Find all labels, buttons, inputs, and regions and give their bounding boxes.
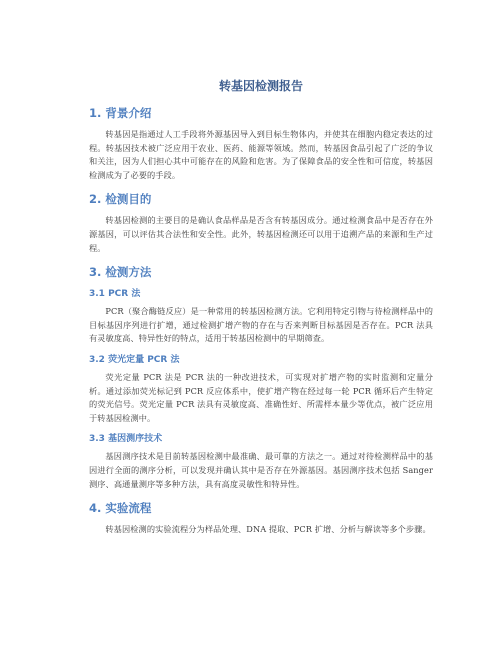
subsection-text-qpcr: 荧光定量 PCR 法是 PCR 法的一种改进技术，可实现对扩增产物的实时监测和定量分析。通过添加荧光标记到 PCR 反应体系中，使扩增产物在经过每一轮 PCR 循环后产生特定的荧光信号。荧光定量 PCR 法具有灵敏度高、准确性好、所需样本量少等优点，被广泛应用于转基因检测中。 xyxy=(89,371,433,423)
subsection-text-sequencing: 基因测序技术是目前转基因检测中最准确、最可靠的方法之一。通过对待检测样品中的基因进行全面的测序分析，可以发现并确认其中是否存在外源基因。基因测序技术包括 Sanger 测序、高通量测序等多种方法，具有高度灵敏性和特异性。 xyxy=(89,451,433,489)
section-heading-workflow: 4. 实验流程 xyxy=(89,501,152,516)
subsection-heading-qpcr: 3.2 荧光定量 PCR 法 xyxy=(89,354,180,365)
section-text-background: 转基因是指通过人工手段将外源基因导入到目标生物体内，并使其在细胞内稳定表达的过程。转基因技术被广泛应用于农业、医药、能源等领域。然而，转基因食品引起了广泛的争议和关注，因为人们担心其中可能存在的风险和危害。为了保障食品的安全性和可信度，转基因检测成为了必要的手段。 xyxy=(89,129,433,180)
section-heading-methods: 3. 检测方法 xyxy=(89,265,152,280)
section-heading-background: 1. 背景介绍 xyxy=(89,106,152,120)
document-title: 转基因检测报告 xyxy=(218,79,303,93)
section-heading-purpose: 2. 检测目的 xyxy=(89,192,152,207)
document-content xyxy=(89,78,433,541)
subsection-text-pcr: PCR（聚合酶链反应）是一种常用的转基因检测方法。它利用特定引物与待检测样品中的目标基因序列进行扩增，通过检测扩增产物的存在与否来判断目标基因是否存在。PCR 法具有灵敏度高、特异性好的特点，适用于转基因检测中的早期筛查。 xyxy=(89,306,433,344)
subsection-heading-pcr: 3.1 PCR 法 xyxy=(89,289,141,300)
section-text-workflow: 转基因检测的实验流程分为样品处理、DNA 提取、PCR 扩增、分析与解读等多个步骤。 xyxy=(105,524,431,535)
section-text-purpose: 转基因检测的主要目的是确认食品样品是否含有转基因成分。通过检测食品中是否存在外源基因，可以评估其合法性和安全性。此外，转基因检测还可以用于追溯产品的来源和生产过程。 xyxy=(89,215,433,253)
subsection-heading-sequencing: 3.3 基因测序技术 xyxy=(89,434,163,445)
